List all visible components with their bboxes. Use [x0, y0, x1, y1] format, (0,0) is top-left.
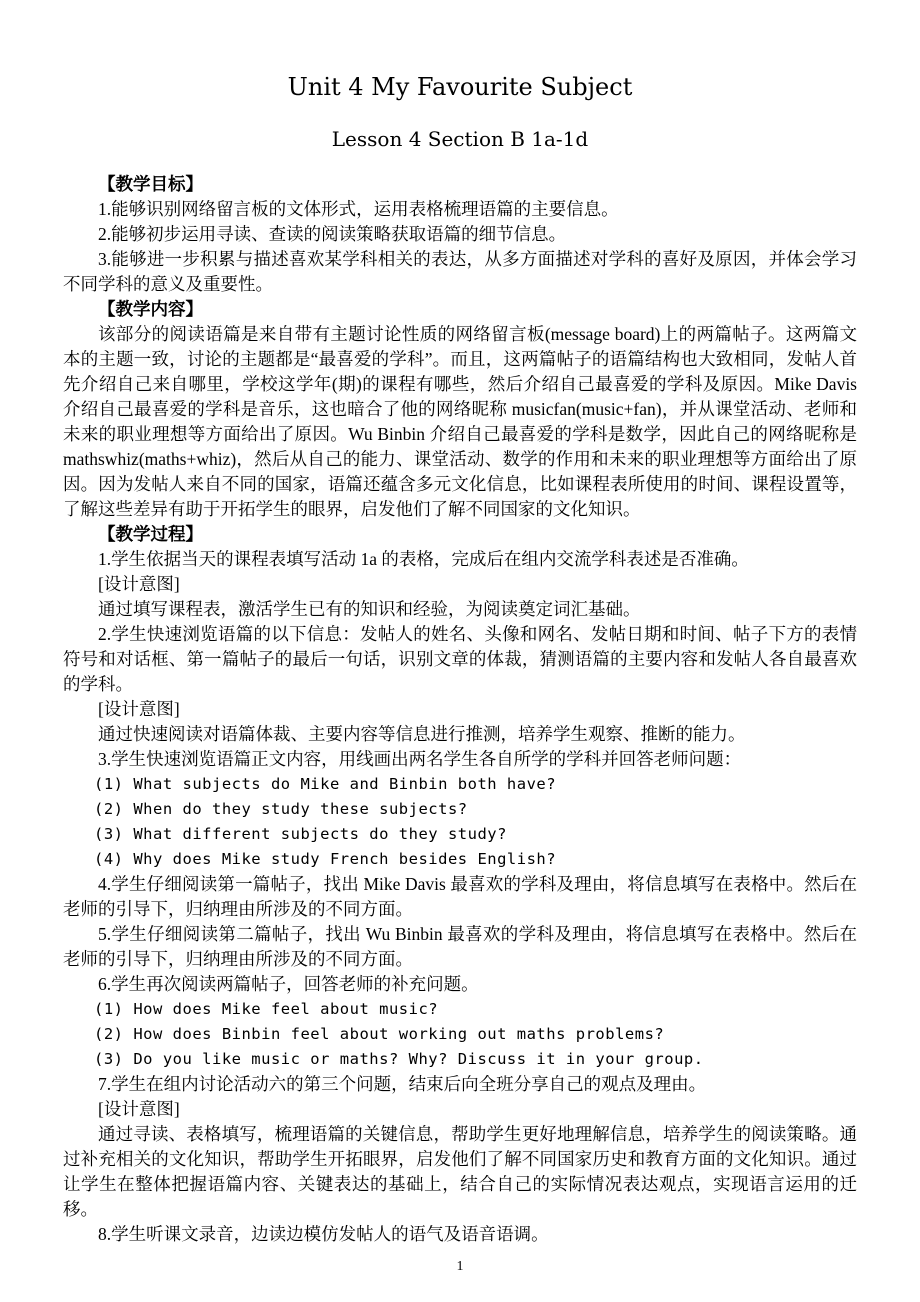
- paragraph: 通过填写课程表，激活学生已有的知识和经验，为阅读奠定词汇基础。: [98, 599, 641, 619]
- paragraph: 通过快速阅读对语篇体裁、主要内容等信息进行推测，培养学生观察、推断的能力。: [98, 724, 746, 744]
- question-line: (1) How does Mike feel about music?: [94, 1000, 439, 1018]
- paragraph: 1.学生依据当天的课程表填写活动 1a 的表格，完成后在组内交流学科表述是否准确。: [98, 549, 749, 569]
- paragraph: 4.学生仔细阅读第一篇帖子，找出 Mike Davis 最喜欢的学科及理由，将信息填写在表格中。然后在老师的引导下，归纳理由所涉及的不同方面。: [63, 874, 857, 919]
- paragraph: 2.能够初步运用寻读、查读的阅读策略获取语篇的细节信息。: [98, 224, 567, 244]
- paragraph: 7.学生在组内讨论活动六的第三个问题，结束后向全班分享自己的观点及理由。: [98, 1074, 707, 1094]
- question-line: (4) Why does Mike study French besides English?: [94, 850, 557, 868]
- paragraph: 3.能够进一步积累与描述喜欢某学科相关的表达，从多方面描述对学科的喜好及原因，并体会学习不同学科的意义及重要性。: [63, 249, 857, 294]
- design-intent-label: [设计意图]: [98, 574, 180, 594]
- paragraph: 6.学生再次阅读两篇帖子，回答老师的补充问题。: [98, 974, 479, 994]
- question-line: (3) Do you like music or maths? Why? Discuss it in your group.: [94, 1050, 704, 1068]
- section-heading: 【教学内容】: [98, 299, 203, 319]
- page-number: 1: [456, 1259, 464, 1274]
- paragraph: 2.学生快速浏览语篇的以下信息：发帖人的姓名、头像和网名、发帖日期和时间、帖子下方的表情符号和对话框、第一篇帖子的最后一句话，识别文章的体裁，猜测语篇的主要内容和发帖人各自最喜欢的学科。: [63, 624, 857, 694]
- question-line: (3) What different subjects do they study?: [94, 825, 507, 843]
- paragraph: 该部分的阅读语篇是来自带有主题讨论性质的网络留言板(message board)上的两篇帖子。这两篇文本的主题一致，讨论的主题都是“最喜爱的学科”。而且，这两篇帖子的语篇结构也大致相同，发帖人首先介绍自己来自哪里，学校这学年(期)的课程有哪些，然后介绍自己最喜爱的学科及原因。Mike Davis 介绍自己最喜爱的学科是音乐，这也暗合了他的网络昵称 musicfan(music+fan)，并从课堂活动、老师和未来的职业理想等方面给出了原因。Wu Binbin 介绍自己最喜爱的学科是数学，因此自己的网络昵称是 mathswhiz(maths+whiz)，然后从自己的能力、课堂活动、数学的作用和未来的职业理想等方面给出了原因。因为发帖人来自不同的国家，语篇还蕴含多元文化信息，比如课程表所使用的时间、课程设置等，了解这些差异有助于开拓学生的眼界，启发他们了解不同国家的文化知识。: [63, 324, 857, 519]
- section-heading: 【教学过程】: [98, 524, 203, 544]
- section-heading: 【教学目标】: [98, 174, 203, 194]
- paragraph: 通过寻读、表格填写，梳理语篇的关键信息，帮助学生更好地理解信息，培养学生的阅读策略。通过补充相关的文化知识，帮助学生开拓眼界，启发他们了解不同国家历史和教育方面的文化知识。通过让学生在整体把握语篇内容、关键表达的基础上，结合自己的实际情况表达观点，实现语言运用的迁移。: [63, 1124, 857, 1219]
- document-body: [63, 172, 857, 1247]
- question-line: (2) When do they study these subjects?: [94, 800, 468, 818]
- design-intent-label: [设计意图]: [98, 1099, 180, 1119]
- paragraph: 1.能够识别网络留言板的文体形式，运用表格梳理语篇的主要信息。: [98, 199, 619, 219]
- paragraph: 3.学生快速浏览语篇正文内容，用线画出两名学生各自所学的学科并回答老师问题：: [98, 749, 742, 769]
- question-line: (2) How does Binbin feel about working out maths problems?: [94, 1025, 665, 1043]
- document-subtitle: Lesson 4 Section B 1a-1d: [331, 127, 589, 151]
- document-title: Unit 4 My Favourite Subject: [287, 73, 633, 101]
- paragraph: 8.学生听课文录音，边读边模仿发帖人的语气及语音语调。: [98, 1224, 549, 1244]
- paragraph: 5.学生仔细阅读第二篇帖子，找出 Wu Binbin 最喜欢的学科及理由，将信息填写在表格中。然后在老师的引导下，归纳理由所涉及的不同方面。: [63, 924, 857, 969]
- design-intent-label: [设计意图]: [98, 699, 180, 719]
- question-line: (1) What subjects do Mike and Binbin both have?: [94, 775, 557, 793]
